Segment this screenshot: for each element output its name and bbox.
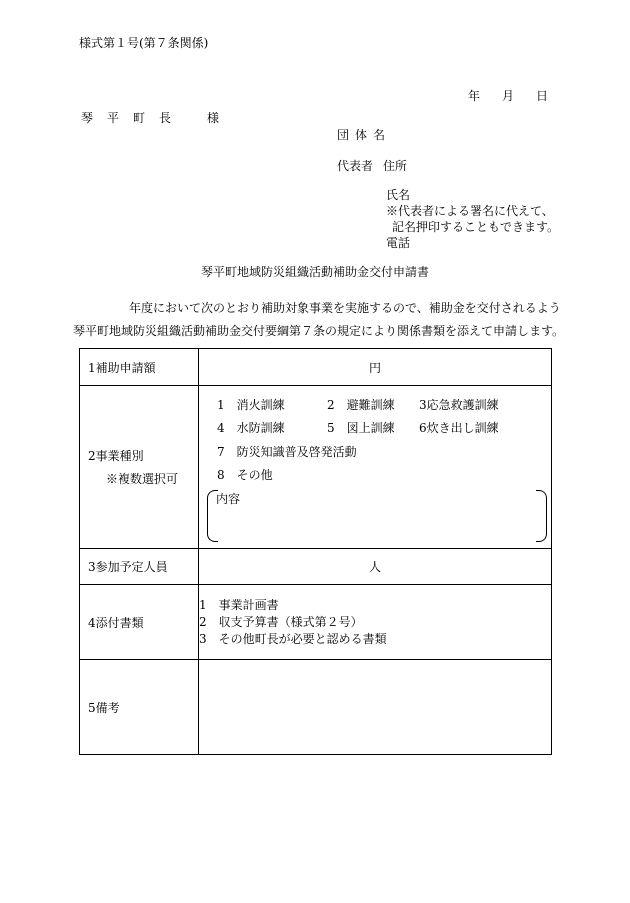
attachments-cell [199, 585, 552, 660]
table-row [80, 585, 552, 660]
table-row [80, 349, 552, 386]
activity-option[interactable]: 6炊き出し訓練 [419, 421, 499, 435]
multi-select-note: ※複数選択可 [106, 472, 179, 486]
addressee-honorific: 様 [207, 111, 234, 125]
amount-field[interactable] [199, 349, 552, 386]
date-day: 日 [536, 89, 549, 103]
table-row [80, 386, 552, 549]
row-label-attachments: 4添付書類 [80, 585, 199, 660]
right-bracket [536, 490, 547, 542]
body-line-1: 年度において次のとおり補助対象事業を実施するので、補助金を交付されるよう [129, 301, 561, 315]
body-line-2: 琴平町地域防災組織活動補助金交付要綱第７条の規定により関係書類を添えて申請します。 [73, 324, 565, 338]
date-line [468, 87, 548, 104]
phone-label: 電話 [386, 236, 411, 250]
row-label-amount: 1補助申請額 [80, 349, 199, 386]
activity-option[interactable]: 5 図上訓練 [327, 421, 395, 435]
attachment-item: 2 収支予算書（様式第２号） [199, 614, 363, 629]
addressee [81, 109, 233, 126]
remarks-field[interactable] [199, 660, 552, 755]
row-label-activity-type [80, 386, 199, 549]
activity-option[interactable]: 7 防災知識普及啓発活動 [217, 445, 357, 459]
person-unit: 人 [368, 560, 381, 574]
attachment-item: 3 その他町長が必要と認める書類 [199, 631, 387, 646]
table-row [80, 660, 552, 755]
document-title: 琴平町地域防災組織活動補助金交付申請書 [200, 265, 429, 279]
name-label: 氏名 [386, 188, 411, 202]
representative-line [337, 157, 407, 174]
content-bracket-box[interactable] [207, 490, 547, 540]
table-row [80, 549, 552, 585]
address-label: 住所 [383, 159, 408, 173]
activity-option[interactable]: 4 水防訓練 [217, 421, 285, 435]
organization-label: 団体名 [337, 128, 392, 142]
activity-option[interactable]: 3応急救護訓練 [419, 398, 499, 412]
date-month: 月 [502, 89, 515, 103]
form-number: 様式第１号(第７条関係) [79, 36, 209, 50]
row-label-remarks: 5備考 [80, 660, 199, 755]
attachment-item: 1 事業計画書 [199, 597, 279, 612]
signature-note-1: ※代表者による署名に代えて、 [386, 204, 554, 218]
addressee-name: 琴平町長 [81, 111, 186, 125]
content-label: 内容 [216, 492, 241, 506]
date-year: 年 [468, 89, 481, 103]
representative-label: 代表者 [337, 159, 374, 173]
row-label-participants: 3参加予定人員 [80, 549, 199, 585]
activity-option[interactable]: 8 その他 [217, 468, 273, 482]
yen-unit: 円 [368, 360, 381, 375]
activity-option[interactable]: 2 避難訓練 [327, 398, 395, 412]
participants-field[interactable] [199, 549, 552, 585]
signature-note-2: 記名押印することもできます。 [392, 220, 560, 234]
application-table [79, 348, 552, 755]
activity-type-cell [199, 386, 552, 549]
activity-option[interactable]: 1 消火訓練 [217, 398, 285, 412]
activity-type-label: 2事業種別 [88, 449, 144, 463]
